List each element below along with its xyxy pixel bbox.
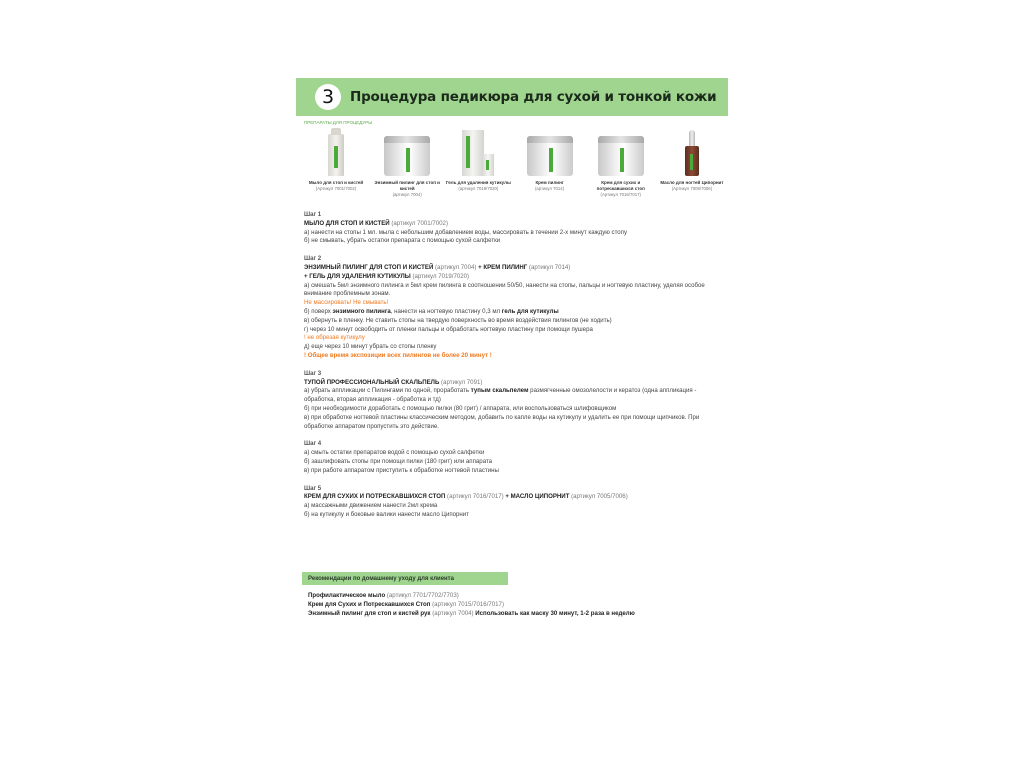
product-article: (Артикул 7016/7017) <box>600 192 641 197</box>
step-heading: ТУПОЙ ПРОФЕССИОНАЛЬНЫЙ СКАЛЬПЕЛЬ <box>304 378 440 386</box>
product-enzyme-peeling <box>373 128 441 208</box>
step-line: г) через 10 минут освободить от пленки пальцы и обработать ногтевую пластину при помощи пушера <box>304 325 593 333</box>
recommendations-header <box>302 572 508 585</box>
recommendation-article: (артикул 7004) <box>432 609 474 617</box>
warning-text: ! не обрезая кутикулу <box>304 334 365 342</box>
product-cream-peeling <box>516 128 584 208</box>
product-foot-cream <box>587 128 655 208</box>
recommendation-item <box>308 610 728 619</box>
warning-text: Не массировать! Не смывать! <box>304 299 389 307</box>
product-name: Крем для сухих и потрескавшихся стоп <box>596 180 645 191</box>
step-line: в) при обработке ногтевой пластины классическим методом, добавить по капле воды на кутикулу и удалить ее при помощи щипчиков. При обработке аппаратом пропустить это действие. <box>304 413 700 430</box>
foot-cream-jar-icon <box>598 128 644 176</box>
step-line-bold: тупым скальпелем <box>470 387 529 395</box>
step-line: а) смешать 5мл энзимного пилинга и 5мл крем пилинга в соотношении 50/50, нанести на стопы, пальцы и ногтевую пластину, уделяя особое внимание проблемным зонам. <box>304 281 705 298</box>
product-name: Крем пилинг <box>535 180 564 185</box>
preparations-label: ПРЕПАРАТЫ ДЛЯ ПРОЦЕДУРЫ <box>304 120 373 125</box>
step-line: , нанести на ногтевую пластину 0,3 мл <box>390 307 502 315</box>
step-line: а) смыть остатки препаратов водой с помощью сухой салфетки <box>304 449 485 457</box>
step-heading: ЭНЗИМНЫЙ ПИЛИНГ ДЛЯ СТОП И КИСТЕЙ <box>304 263 434 271</box>
step-title: Шаг 4 <box>304 440 322 448</box>
step-line-bold: энзимного пилинга <box>332 307 391 315</box>
step-line: б) не смывать, убрать остатки препарата с помощью сухой салфетки <box>304 237 501 245</box>
procedure-steps <box>304 211 728 520</box>
step-title: Шаг 3 <box>304 369 322 377</box>
step-4 <box>304 440 728 475</box>
step-heading: КРЕМ ДЛЯ СУХИХ И ПОТРЕСКАВШИХСЯ СТОП <box>304 493 446 501</box>
step-5 <box>304 485 728 520</box>
product-nail-oil <box>658 128 726 208</box>
product-article: (артикул 7019/7020) <box>458 186 499 191</box>
step-line: а) убрать аппликации с Пилингами по одной, проработать <box>304 387 471 395</box>
recommendation-name: Энзимный пилинг для стоп и кистей рук <box>308 609 431 617</box>
recommendation-article: (артикул 7701/7702/7703) <box>386 592 459 599</box>
step-2 <box>304 255 728 361</box>
step-article: (артикул 7001/7002) <box>391 219 448 227</box>
step-article: (артикул 7005/7006) <box>571 493 628 501</box>
step-heading: + ГЕЛЬ ДЛЯ УДАЛЕНИЯ КУТИКУЛЫ <box>304 272 411 280</box>
step-heading: + КРЕМ ПИЛИНГ <box>478 263 528 271</box>
product-cuticle-gel <box>444 128 512 208</box>
product-name: Масло для ногтей Ципорнит <box>660 180 724 185</box>
step-line: б) при необходимости доработать с помощью пилки (80 грит) / аппарата, или воспользоваться шлифовщиком <box>304 404 617 412</box>
step-heading: + МАСЛО ЦИПОРНИТ <box>505 493 570 501</box>
step-line: б) зашлифовать стопы при помощи пилки (180 грит) или аппарата <box>304 457 493 465</box>
recommendation-name: Крем для Сухих и Потрескавшихся Стоп <box>308 600 431 608</box>
step-1 <box>304 211 728 246</box>
step-number-badge: 3 <box>315 84 341 110</box>
cuticle-gel-tube-icon <box>462 128 494 176</box>
procedure-header <box>296 78 728 116</box>
step-article: (артикул 7019/7020) <box>412 272 470 280</box>
recommendation-item <box>308 601 728 610</box>
step-3 <box>304 370 728 432</box>
product-soap <box>302 128 370 208</box>
product-article: (артикул 7014) <box>534 186 565 191</box>
soap-bottle-icon <box>328 128 344 176</box>
product-article: (Артикул 7005/7006) <box>671 186 713 191</box>
product-article: (артикул 7004) <box>392 192 422 197</box>
recommendation-name: Профилактическое мыло <box>308 592 386 599</box>
step-line: а) нанести на стопы 1 мл. мыла с небольшим добавлением воды, массировать в течении 2-х минут каждую стопу <box>304 228 628 236</box>
step-article: (артикул 7004) <box>435 263 477 271</box>
product-row <box>302 128 726 208</box>
step-line: б) на кутикулу и боковые валики нанести масло Ципорнит <box>304 510 469 518</box>
peeling-jar-icon <box>384 128 430 176</box>
step-article: (артикул 7091) <box>441 378 483 386</box>
recommendations-list <box>308 592 728 618</box>
cream-jar-icon <box>527 128 573 176</box>
step-heading: МЫЛО ДЛЯ СТОП И КИСТЕЙ <box>304 219 390 227</box>
step-line: д) еще через 10 минут убрать со стопы пленку <box>304 343 437 351</box>
step-line-bold: гель для кутикулы <box>501 307 559 315</box>
recommendation-note: Использовать как маску 30 минут, 1-2 раза в неделю <box>475 609 635 617</box>
product-name: Гель для удаления кутикулы <box>445 180 511 185</box>
step-line: в) при работе аппаратом приступить к обработке ногтевой пластины <box>304 466 499 474</box>
recommendation-item <box>308 592 728 601</box>
page-title: Процедура педикюра для сухой и тонкой кожи <box>350 89 717 105</box>
step-title: Шаг 1 <box>304 211 322 218</box>
step-title: Шаг 5 <box>304 484 322 492</box>
step-article: (артикул 7016/7017) <box>447 493 504 501</box>
procedure-page <box>296 76 728 636</box>
step-line: в) обернуть в пленку. Не ставить стопы на твердую поверхность во время воздействия пилингов (не ходить) <box>304 316 612 324</box>
step-title: Шаг 2 <box>304 255 322 263</box>
step-line: а) массажными движением нанести 2мл крема <box>304 502 438 510</box>
step-article: (артикул 7014) <box>528 263 571 271</box>
step-line: б) поверх <box>304 307 333 315</box>
recommendation-article: (артикул 7015/7016/7017) <box>432 600 504 608</box>
product-name: Мыло для стоп и кистей <box>308 180 364 185</box>
recommendations-title: Рекомендации по домашнему уходу для клиента <box>308 575 454 582</box>
step-line: размягченные омозолелости и кератоз (одна аппликация - обработка, вторая аппликация - обработка и тд) <box>304 387 697 404</box>
warning-text: ! Общее время экспозиции всех пилингов не более 20 минут ! <box>304 351 492 359</box>
product-article: (Артикул 7001/7002) <box>315 186 357 191</box>
oil-dropper-icon <box>685 128 699 176</box>
product-name: Энзимный пилинг для стоп и кистей <box>374 180 440 191</box>
